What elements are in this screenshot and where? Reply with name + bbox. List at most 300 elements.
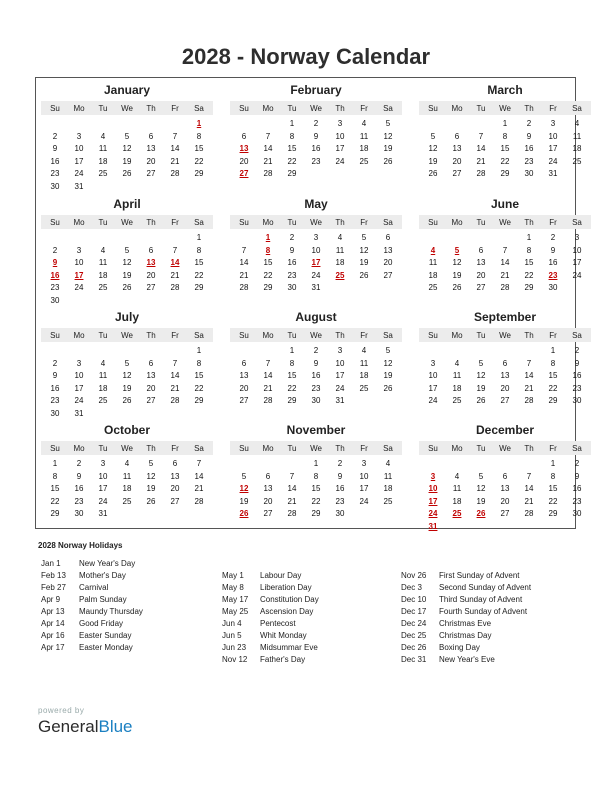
calendar-day[interactable]: 2 <box>574 346 580 355</box>
calendar-day[interactable]: 11 <box>383 471 393 481</box>
calendar-day[interactable]: 17 <box>548 144 558 154</box>
calendar-day[interactable]: 7 <box>265 358 271 368</box>
calendar-day[interactable]: 25 <box>359 383 369 393</box>
calendar-day[interactable]: 4 <box>100 131 106 141</box>
calendar-day[interactable]: 10 <box>311 245 321 255</box>
calendar-day[interactable]: 6 <box>148 131 154 141</box>
calendar-day[interactable]: 15 <box>287 144 297 154</box>
calendar-day[interactable]: 5 <box>361 233 367 242</box>
calendar-day[interactable]: 25 <box>572 156 582 166</box>
calendar-day[interactable]: 29 <box>500 169 510 179</box>
calendar-day[interactable]: 18 <box>359 371 369 381</box>
calendar-day[interactable]: 5 <box>430 131 436 141</box>
calendar-day[interactable]: 30 <box>311 396 321 406</box>
calendar-day[interactable]: 4 <box>454 471 460 481</box>
calendar-day[interactable]: 13 <box>452 144 462 154</box>
calendar-day[interactable]: 22 <box>311 496 321 506</box>
calendar-day[interactable]: 13 <box>263 484 273 494</box>
calendar-day[interactable]: 4 <box>100 358 106 368</box>
calendar-day[interactable]: 16 <box>572 484 582 494</box>
calendar-day[interactable]: 16 <box>74 484 84 494</box>
calendar-day[interactable]: 9 <box>574 471 580 481</box>
calendar-day[interactable]: 11 <box>359 131 369 141</box>
calendar-day[interactable]: 6 <box>265 471 271 481</box>
calendar-day[interactable]: 4 <box>124 459 130 468</box>
calendar-day[interactable]: 17 <box>74 383 84 393</box>
calendar-day[interactable]: 26 <box>122 283 132 293</box>
calendar-day[interactable]: 18 <box>383 484 393 494</box>
calendar-day[interactable]: 15 <box>194 144 204 154</box>
holiday-date[interactable]: 26 <box>476 509 486 519</box>
calendar-day[interactable]: 15 <box>194 371 204 381</box>
calendar-day[interactable]: 2 <box>76 459 82 468</box>
calendar-day[interactable]: 12 <box>452 258 462 268</box>
calendar-day[interactable]: 4 <box>454 358 460 368</box>
calendar-day[interactable]: 19 <box>383 371 393 381</box>
calendar-day[interactable]: 6 <box>502 471 508 481</box>
calendar-day[interactable]: 24 <box>428 396 438 406</box>
calendar-day[interactable]: 26 <box>428 169 438 179</box>
calendar-day[interactable]: 11 <box>98 258 108 268</box>
calendar-day[interactable]: 29 <box>194 283 204 293</box>
calendar-day[interactable]: 24 <box>572 270 582 280</box>
calendar-day[interactable]: 16 <box>287 258 297 268</box>
calendar-day[interactable]: 8 <box>502 131 508 141</box>
calendar-day[interactable]: 27 <box>239 396 249 406</box>
calendar-day[interactable]: 12 <box>359 245 369 255</box>
calendar-day[interactable]: 30 <box>572 509 582 519</box>
calendar-day[interactable]: 21 <box>524 496 534 506</box>
calendar-day[interactable]: 19 <box>146 484 156 494</box>
calendar-day[interactable]: 20 <box>500 496 510 506</box>
calendar-day[interactable]: 29 <box>287 396 297 406</box>
calendar-day[interactable]: 20 <box>146 383 156 393</box>
calendar-day[interactable]: 17 <box>335 371 345 381</box>
calendar-day[interactable]: 23 <box>50 396 60 406</box>
calendar-day[interactable]: 23 <box>524 156 534 166</box>
calendar-day[interactable]: 10 <box>359 471 369 481</box>
calendar-day[interactable]: 22 <box>194 156 204 166</box>
calendar-day[interactable]: 1 <box>289 346 295 355</box>
calendar-day[interactable]: 23 <box>572 496 582 506</box>
calendar-day[interactable]: 22 <box>194 383 204 393</box>
calendar-day[interactable]: 9 <box>289 245 295 255</box>
calendar-day[interactable]: 26 <box>452 283 462 293</box>
calendar-day[interactable]: 18 <box>359 144 369 154</box>
calendar-day[interactable]: 28 <box>170 169 180 179</box>
calendar-day[interactable]: 22 <box>524 270 534 280</box>
calendar-day[interactable]: 15 <box>524 258 534 268</box>
calendar-day[interactable]: 3 <box>100 459 106 468</box>
calendar-day[interactable]: 13 <box>146 371 156 381</box>
calendar-day[interactable]: 26 <box>122 396 132 406</box>
calendar-day[interactable]: 5 <box>385 346 391 355</box>
calendar-day[interactable]: 7 <box>289 471 295 481</box>
calendar-day[interactable]: 8 <box>196 131 202 141</box>
calendar-day[interactable]: 19 <box>452 270 462 280</box>
calendar-day[interactable]: 3 <box>337 346 343 355</box>
calendar-day[interactable]: 14 <box>194 471 204 481</box>
calendar-day[interactable]: 7 <box>526 471 532 481</box>
holiday-date[interactable]: 1 <box>265 233 271 242</box>
calendar-day[interactable]: 10 <box>98 471 108 481</box>
calendar-day[interactable]: 2 <box>52 131 58 141</box>
calendar-day[interactable]: 12 <box>122 371 132 381</box>
calendar-day[interactable]: 26 <box>146 496 156 506</box>
calendar-day[interactable]: 4 <box>574 119 580 128</box>
holiday-date[interactable]: 17 <box>428 496 438 506</box>
calendar-day[interactable]: 2 <box>550 233 556 242</box>
holiday-date[interactable]: 26 <box>239 509 249 519</box>
calendar-day[interactable]: 31 <box>74 409 84 418</box>
calendar-day[interactable]: 5 <box>124 358 130 368</box>
calendar-day[interactable]: 13 <box>170 471 180 481</box>
holiday-date[interactable]: 13 <box>239 144 249 154</box>
calendar-day[interactable]: 11 <box>452 371 462 381</box>
calendar-day[interactable]: 3 <box>337 119 343 128</box>
calendar-day[interactable]: 27 <box>383 270 393 280</box>
calendar-day[interactable]: 5 <box>478 471 484 481</box>
holiday-date[interactable]: 3 <box>430 471 436 481</box>
calendar-day[interactable]: 8 <box>550 471 556 481</box>
calendar-day[interactable]: 30 <box>524 169 534 179</box>
calendar-day[interactable]: 23 <box>311 156 321 166</box>
calendar-day[interactable]: 13 <box>383 245 393 255</box>
calendar-day[interactable]: 14 <box>170 144 180 154</box>
calendar-day[interactable]: 8 <box>313 471 319 481</box>
calendar-day[interactable]: 31 <box>74 182 84 191</box>
calendar-day[interactable]: 2 <box>289 233 295 242</box>
calendar-day[interactable]: 20 <box>239 156 249 166</box>
calendar-day[interactable]: 21 <box>263 156 273 166</box>
calendar-day[interactable]: 20 <box>146 270 156 280</box>
calendar-day[interactable]: 19 <box>476 383 486 393</box>
calendar-day[interactable]: 9 <box>574 358 580 368</box>
calendar-day[interactable]: 22 <box>194 270 204 280</box>
calendar-day[interactable]: 11 <box>98 144 108 154</box>
calendar-day[interactable]: 22 <box>263 270 273 280</box>
calendar-day[interactable]: 28 <box>170 283 180 293</box>
calendar-day[interactable]: 4 <box>361 119 367 128</box>
calendar-day[interactable]: 19 <box>383 144 393 154</box>
calendar-day[interactable]: 31 <box>98 509 108 519</box>
calendar-day[interactable]: 28 <box>170 396 180 406</box>
calendar-day[interactable]: 23 <box>74 496 84 506</box>
holiday-date[interactable]: 17 <box>74 270 84 280</box>
calendar-day[interactable]: 28 <box>524 509 534 519</box>
holiday-date[interactable]: 16 <box>50 270 60 280</box>
calendar-day[interactable]: 6 <box>478 245 484 255</box>
calendar-day[interactable]: 7 <box>478 131 484 141</box>
calendar-day[interactable]: 16 <box>524 144 534 154</box>
calendar-day[interactable]: 29 <box>548 509 558 519</box>
calendar-day[interactable]: 28 <box>194 496 204 506</box>
calendar-day[interactable]: 5 <box>124 131 130 141</box>
calendar-day[interactable]: 9 <box>313 131 319 141</box>
calendar-day[interactable]: 17 <box>98 484 108 494</box>
calendar-day[interactable]: 13 <box>476 258 486 268</box>
calendar-day[interactable]: 24 <box>548 156 558 166</box>
calendar-day[interactable]: 21 <box>287 496 297 506</box>
calendar-day[interactable]: 21 <box>239 270 249 280</box>
calendar-day[interactable]: 19 <box>239 496 249 506</box>
generalblue-logo[interactable] <box>38 717 133 737</box>
calendar-day[interactable]: 25 <box>428 283 438 293</box>
calendar-day[interactable]: 27 <box>146 169 156 179</box>
calendar-day[interactable]: 9 <box>52 144 58 154</box>
calendar-day[interactable]: 24 <box>74 169 84 179</box>
calendar-day[interactable]: 13 <box>239 371 249 381</box>
calendar-day[interactable]: 11 <box>428 258 438 268</box>
calendar-day[interactable]: 27 <box>476 283 486 293</box>
calendar-day[interactable]: 5 <box>148 459 154 468</box>
calendar-day[interactable]: 2 <box>52 358 58 368</box>
calendar-day[interactable]: 18 <box>452 496 462 506</box>
calendar-day[interactable]: 21 <box>194 484 204 494</box>
holiday-date[interactable]: 25 <box>335 270 345 280</box>
calendar-day[interactable]: 26 <box>383 156 393 166</box>
calendar-day[interactable]: 17 <box>359 484 369 494</box>
calendar-day[interactable]: 20 <box>170 484 180 494</box>
calendar-day[interactable]: 1 <box>289 119 295 128</box>
calendar-day[interactable]: 10 <box>428 371 438 381</box>
calendar-day[interactable]: 30 <box>287 283 297 293</box>
calendar-day[interactable]: 7 <box>196 459 202 468</box>
calendar-day[interactable]: 1 <box>550 346 556 355</box>
calendar-day[interactable]: 27 <box>146 283 156 293</box>
calendar-day[interactable]: 4 <box>361 346 367 355</box>
calendar-day[interactable]: 18 <box>572 144 582 154</box>
holiday-date[interactable]: 25 <box>452 509 462 519</box>
calendar-day[interactable]: 14 <box>239 258 249 268</box>
calendar-day[interactable]: 13 <box>500 484 510 494</box>
calendar-day[interactable]: 8 <box>526 245 532 255</box>
calendar-day[interactable]: 10 <box>335 131 345 141</box>
calendar-day[interactable]: 22 <box>287 383 297 393</box>
calendar-day[interactable]: 6 <box>241 131 247 141</box>
calendar-day[interactable]: 30 <box>50 182 60 191</box>
calendar-day[interactable]: 10 <box>335 358 345 368</box>
calendar-day[interactable]: 28 <box>263 396 273 406</box>
calendar-day[interactable]: 29 <box>311 509 321 519</box>
calendar-day[interactable]: 29 <box>194 396 204 406</box>
calendar-day[interactable]: 28 <box>500 283 510 293</box>
calendar-day[interactable]: 22 <box>500 156 510 166</box>
calendar-day[interactable]: 13 <box>500 371 510 381</box>
calendar-day[interactable]: 9 <box>526 131 532 141</box>
calendar-day[interactable]: 19 <box>122 270 132 280</box>
calendar-day[interactable]: 14 <box>263 371 273 381</box>
calendar-day[interactable]: 15 <box>287 371 297 381</box>
calendar-day[interactable]: 6 <box>172 459 178 468</box>
calendar-day[interactable]: 18 <box>335 258 345 268</box>
calendar-day[interactable]: 6 <box>454 131 460 141</box>
calendar-day[interactable]: 19 <box>428 156 438 166</box>
calendar-day[interactable]: 17 <box>335 144 345 154</box>
calendar-day[interactable]: 12 <box>476 484 486 494</box>
calendar-day[interactable]: 13 <box>146 144 156 154</box>
calendar-day[interactable]: 25 <box>98 396 108 406</box>
calendar-day[interactable]: 26 <box>383 383 393 393</box>
calendar-day[interactable]: 2 <box>574 459 580 468</box>
calendar-day[interactable]: 25 <box>122 496 132 506</box>
calendar-day[interactable]: 24 <box>359 496 369 506</box>
calendar-day[interactable]: 1 <box>196 346 202 355</box>
calendar-day[interactable]: 28 <box>239 283 249 293</box>
holiday-date[interactable]: 5 <box>454 245 460 255</box>
calendar-day[interactable]: 28 <box>263 169 273 179</box>
calendar-day[interactable]: 27 <box>263 509 273 519</box>
calendar-day[interactable]: 3 <box>76 131 82 141</box>
calendar-day[interactable]: 26 <box>476 396 486 406</box>
calendar-day[interactable]: 12 <box>146 471 156 481</box>
calendar-day[interactable]: 8 <box>289 131 295 141</box>
calendar-day[interactable]: 28 <box>476 169 486 179</box>
calendar-day[interactable]: 27 <box>500 509 510 519</box>
calendar-day[interactable]: 11 <box>122 471 132 481</box>
calendar-day[interactable]: 9 <box>550 245 556 255</box>
calendar-day[interactable]: 8 <box>196 245 202 255</box>
calendar-day[interactable]: 18 <box>98 383 108 393</box>
calendar-day[interactable]: 10 <box>74 144 84 154</box>
calendar-day[interactable]: 8 <box>550 358 556 368</box>
calendar-day[interactable]: 29 <box>50 509 60 519</box>
calendar-day[interactable]: 24 <box>74 283 84 293</box>
calendar-day[interactable]: 21 <box>500 270 510 280</box>
calendar-day[interactable]: 19 <box>476 496 486 506</box>
calendar-day[interactable]: 30 <box>50 409 60 418</box>
calendar-day[interactable]: 2 <box>337 459 343 468</box>
calendar-day[interactable]: 10 <box>74 371 84 381</box>
calendar-day[interactable]: 25 <box>452 396 462 406</box>
calendar-day[interactable]: 22 <box>548 383 558 393</box>
holiday-date[interactable]: 8 <box>265 245 271 255</box>
calendar-day[interactable]: 23 <box>572 383 582 393</box>
calendar-day[interactable]: 17 <box>74 156 84 166</box>
calendar-day[interactable]: 19 <box>122 383 132 393</box>
holiday-date[interactable]: 23 <box>548 270 558 280</box>
calendar-day[interactable]: 4 <box>385 459 391 468</box>
calendar-day[interactable]: 24 <box>335 383 345 393</box>
calendar-day[interactable]: 18 <box>428 270 438 280</box>
calendar-day[interactable]: 31 <box>311 283 321 293</box>
calendar-day[interactable]: 8 <box>196 358 202 368</box>
calendar-day[interactable]: 22 <box>287 156 297 166</box>
calendar-day[interactable]: 18 <box>98 156 108 166</box>
calendar-day[interactable]: 16 <box>50 156 60 166</box>
calendar-day[interactable]: 11 <box>335 245 345 255</box>
calendar-day[interactable]: 21 <box>170 383 180 393</box>
calendar-day[interactable]: 12 <box>122 144 132 154</box>
calendar-day[interactable]: 22 <box>548 496 558 506</box>
calendar-day[interactable]: 5 <box>241 471 247 481</box>
calendar-day[interactable]: 1 <box>526 233 532 242</box>
calendar-day[interactable]: 17 <box>572 258 582 268</box>
calendar-day[interactable]: 5 <box>124 245 130 255</box>
calendar-day[interactable]: 19 <box>122 156 132 166</box>
calendar-day[interactable]: 28 <box>524 396 534 406</box>
calendar-day[interactable]: 21 <box>263 383 273 393</box>
calendar-day[interactable]: 14 <box>287 484 297 494</box>
calendar-day[interactable]: 27 <box>452 169 462 179</box>
holiday-date[interactable]: 9 <box>52 258 58 268</box>
calendar-day[interactable]: 12 <box>122 258 132 268</box>
calendar-day[interactable]: 20 <box>476 270 486 280</box>
calendar-day[interactable]: 15 <box>500 144 510 154</box>
calendar-day[interactable]: 26 <box>122 169 132 179</box>
holiday-date[interactable]: 12 <box>239 484 249 494</box>
calendar-day[interactable]: 11 <box>359 358 369 368</box>
calendar-day[interactable]: 4 <box>100 245 106 255</box>
calendar-day[interactable]: 15 <box>194 258 204 268</box>
calendar-day[interactable]: 20 <box>452 156 462 166</box>
calendar-day[interactable]: 3 <box>550 119 556 128</box>
calendar-day[interactable]: 1 <box>313 459 319 468</box>
calendar-day[interactable]: 23 <box>287 270 297 280</box>
holiday-date[interactable]: 10 <box>428 484 438 494</box>
calendar-day[interactable]: 21 <box>524 383 534 393</box>
calendar-day[interactable]: 7 <box>172 358 178 368</box>
calendar-day[interactable]: 29 <box>524 283 534 293</box>
calendar-day[interactable]: 15 <box>311 484 321 494</box>
calendar-day[interactable]: 6 <box>502 358 508 368</box>
calendar-day[interactable]: 20 <box>146 156 156 166</box>
calendar-day[interactable]: 25 <box>359 156 369 166</box>
calendar-day[interactable]: 8 <box>52 471 58 481</box>
calendar-day[interactable]: 3 <box>574 233 580 242</box>
calendar-day[interactable]: 28 <box>287 509 297 519</box>
calendar-day[interactable]: 25 <box>383 496 393 506</box>
calendar-day[interactable]: 12 <box>383 358 393 368</box>
calendar-day[interactable]: 7 <box>265 131 271 141</box>
holiday-date[interactable]: 14 <box>170 258 180 268</box>
calendar-day[interactable]: 14 <box>500 258 510 268</box>
calendar-day[interactable]: 6 <box>385 233 391 242</box>
calendar-day[interactable]: 12 <box>428 144 438 154</box>
calendar-day[interactable]: 20 <box>239 383 249 393</box>
calendar-day[interactable]: 20 <box>383 258 393 268</box>
calendar-day[interactable]: 8 <box>289 358 295 368</box>
calendar-day[interactable]: 4 <box>337 233 343 242</box>
calendar-day[interactable]: 27 <box>170 496 180 506</box>
calendar-day[interactable]: 14 <box>170 371 180 381</box>
calendar-day[interactable]: 7 <box>172 131 178 141</box>
calendar-day[interactable]: 3 <box>76 245 82 255</box>
calendar-day[interactable]: 2 <box>52 245 58 255</box>
calendar-day[interactable]: 29 <box>194 169 204 179</box>
calendar-day[interactable]: 24 <box>74 396 84 406</box>
calendar-day[interactable]: 14 <box>476 144 486 154</box>
calendar-day[interactable]: 16 <box>311 144 321 154</box>
holiday-date[interactable]: 13 <box>146 258 156 268</box>
calendar-day[interactable]: 15 <box>50 484 60 494</box>
calendar-day[interactable]: 17 <box>428 383 438 393</box>
calendar-day[interactable]: 16 <box>335 484 345 494</box>
calendar-day[interactable]: 30 <box>335 509 345 519</box>
calendar-day[interactable]: 29 <box>287 169 297 179</box>
calendar-day[interactable]: 16 <box>572 371 582 381</box>
calendar-day[interactable]: 20 <box>263 496 273 506</box>
calendar-day[interactable]: 30 <box>50 296 60 305</box>
calendar-day[interactable]: 16 <box>50 383 60 393</box>
calendar-day[interactable]: 5 <box>478 358 484 368</box>
calendar-day[interactable]: 6 <box>148 358 154 368</box>
calendar-day[interactable]: 1 <box>502 119 508 128</box>
calendar-day[interactable]: 14 <box>524 371 534 381</box>
calendar-day[interactable]: 20 <box>500 383 510 393</box>
calendar-day[interactable]: 24 <box>335 156 345 166</box>
calendar-day[interactable]: 14 <box>263 144 273 154</box>
